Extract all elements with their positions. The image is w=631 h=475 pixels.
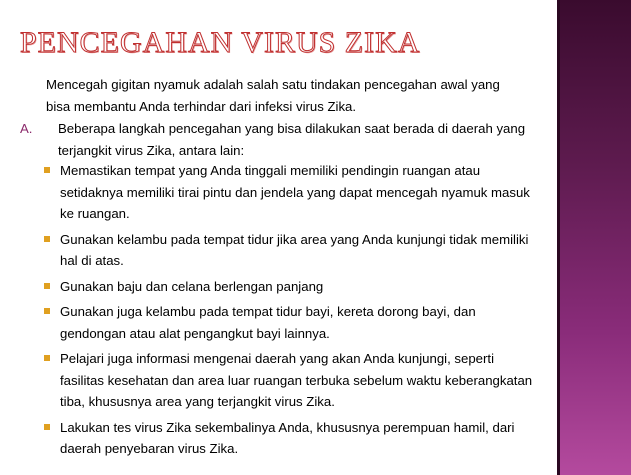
bullet-text: Gunakan kelambu pada tempat tidur jika area yang Anda kunjungi tidak memiliki hal di atas. xyxy=(60,231,529,268)
square-bullet-icon xyxy=(44,236,50,242)
list-item xyxy=(44,229,534,272)
list-item xyxy=(44,276,534,298)
square-bullet-icon xyxy=(44,355,50,361)
list-item xyxy=(44,301,534,344)
point-a-text: Beberapa langkah pencegahan yang bisa dilakukan saat berada di daerah yang terjangkit virus Zika, antara lain: xyxy=(58,121,526,158)
square-bullet-icon xyxy=(44,283,50,289)
bullet-text: Memastikan tempat yang Anda tinggali memiliki pendingin ruangan atau setidaknya memiliki tirai pintu dan jendela yang dapat mencegah nyamuk masuk ke ruangan. xyxy=(60,163,530,221)
list-item xyxy=(44,160,534,225)
bullet-text: Gunakan baju dan celana berlengan panjang xyxy=(60,278,324,294)
slide-title: PENCEGAHAN VIRUS ZIKA xyxy=(20,26,421,59)
intro-paragraph: Mencegah gigitan nyamuk adalah salah satu tindakan pencegahan awal yang bisa membantu Anda terhindar dari infeksi virus Zika. xyxy=(46,77,500,114)
bullet-text: Gunakan juga kelambu pada tempat tidur bayi, kereta dorong bayi, dan gendongan atau alat pengangkut bayi lainnya. xyxy=(60,304,476,341)
square-bullet-icon xyxy=(44,308,50,314)
square-bullet-icon xyxy=(44,424,50,430)
list-item xyxy=(44,348,534,413)
bullet-text: Pelajari juga informasi mengenai daerah yang akan Anda kunjungi, seperti fasilitas kesehatan dan area luar ruangan terbuka sebelum waktu keberangkatan tiba, khususnya area yang terjangkit virus Zika. xyxy=(60,351,533,409)
list-item xyxy=(44,417,534,460)
square-bullet-icon xyxy=(44,167,50,173)
decorative-side-bar xyxy=(560,0,631,475)
bullet-text: Lakukan tes virus Zika sekembalinya Anda, khususnya perempuan hamil, dari daerah penyebaran virus Zika. xyxy=(60,419,515,456)
point-a-marker: A. xyxy=(20,121,33,136)
bullet-list xyxy=(44,160,534,464)
